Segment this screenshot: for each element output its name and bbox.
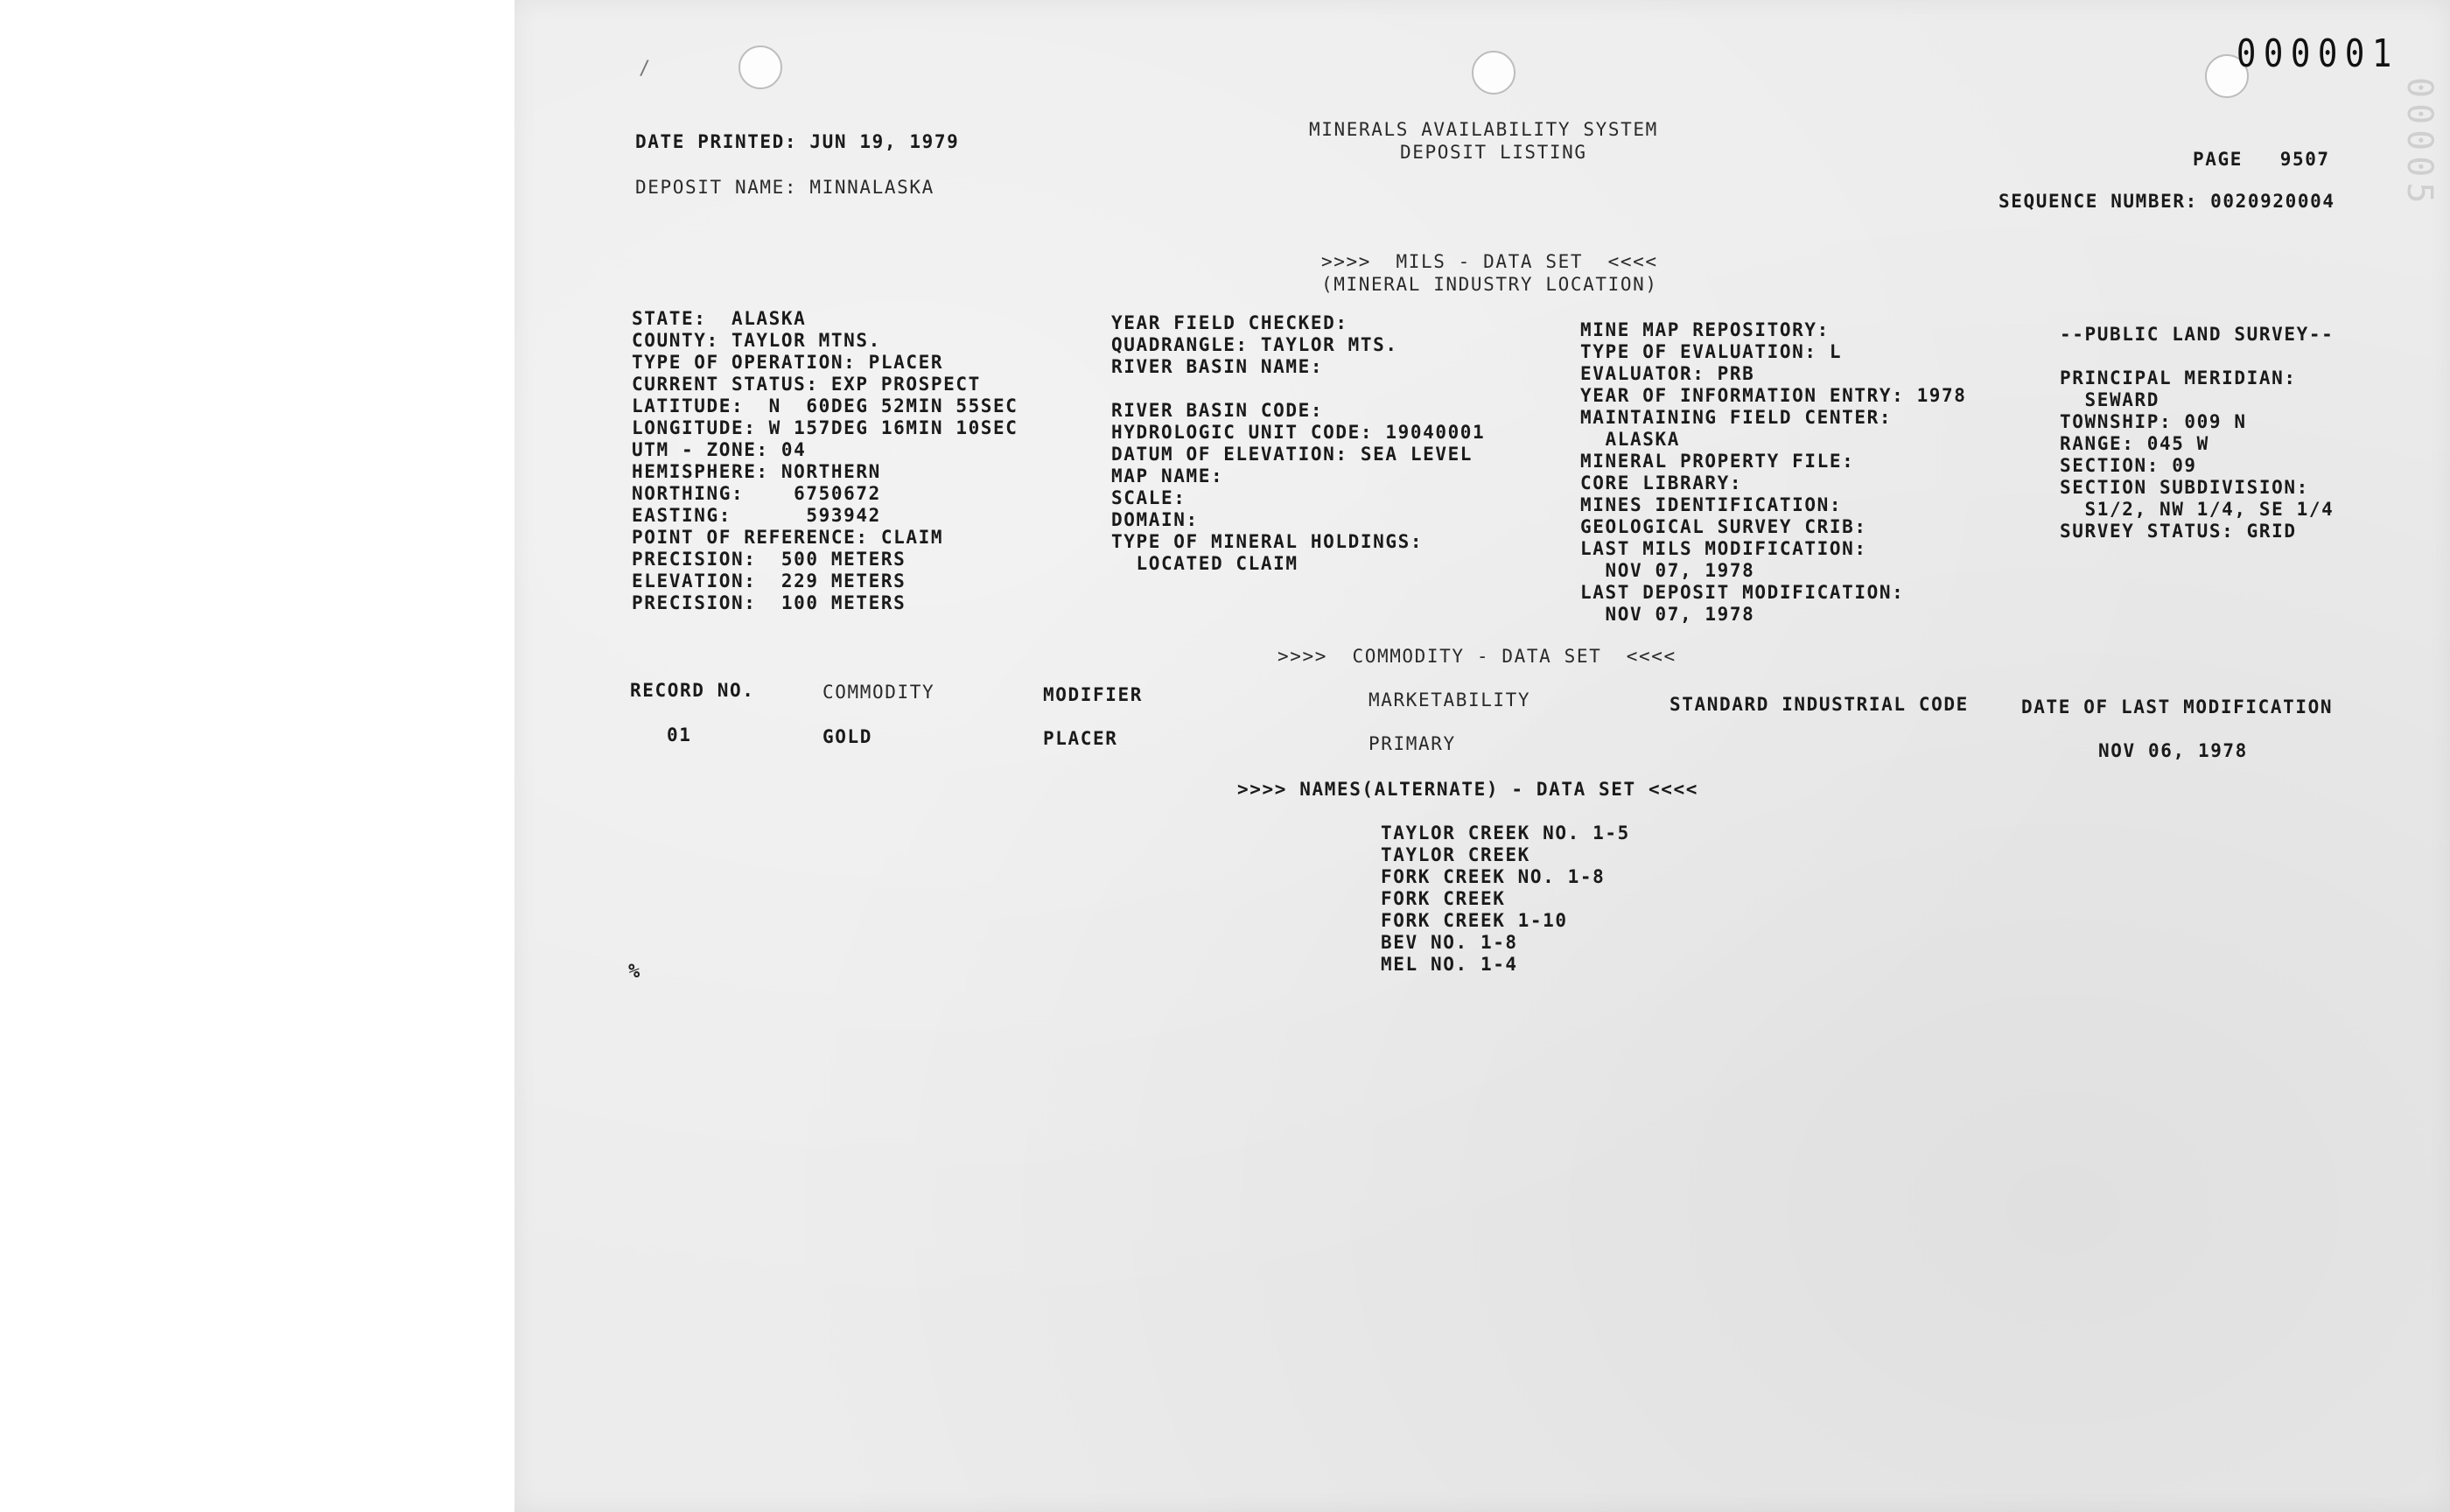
list-item: TAYLOR CREEK: [1381, 844, 1530, 865]
date-printed: DATE PRINTED: JUN 19, 1979: [635, 131, 960, 152]
field-line: GEOLOGICAL SURVEY CRIB:: [1580, 516, 1867, 537]
deposit-name: DEPOSIT NAME: MINNALASKA: [635, 177, 934, 198]
marketability-cell: PRIMARY: [1368, 733, 1456, 754]
field-line: CORE LIBRARY:: [1580, 472, 1743, 494]
field-line: COUNTY: TAYLOR MTNS.: [632, 330, 881, 351]
field-line: LATITUDE: N 60DEG 52MIN 55SEC: [632, 396, 1018, 416]
list-item: TAYLOR CREEK NO. 1-5: [1381, 822, 1630, 844]
field-line: LAST MILS MODIFICATION:: [1580, 538, 1867, 559]
field-line: QUADRANGLE: TAYLOR MTS.: [1111, 334, 1398, 355]
field-line: DATUM OF ELEVATION: SEA LEVEL: [1111, 444, 1474, 465]
field-line: TYPE OF MINERAL HOLDINGS:: [1111, 531, 1424, 552]
field-line: ALASKA: [1580, 429, 1680, 450]
field-line: PRECISION: 100 METERS: [632, 592, 906, 613]
alternate-names-list: [1381, 822, 1630, 976]
listing-title: DEPOSIT LISTING: [1400, 142, 1587, 163]
document-sheet: [514, 0, 2450, 1512]
modifier-cell: PLACER: [1043, 728, 1118, 749]
field-line: MAP NAME:: [1111, 466, 1224, 486]
list-item: FORK CREEK NO. 1-8: [1381, 866, 1606, 887]
field-line: CURRENT STATUS: EXP PROSPECT: [632, 374, 981, 395]
field-line: RIVER BASIN NAME:: [1111, 356, 1324, 377]
field-line: LONGITUDE: W 157DEG 16MIN 10SEC: [632, 417, 1018, 438]
list-item: BEV NO. 1-8: [1381, 932, 1518, 953]
stray-mark-bottom: %: [628, 961, 640, 983]
field-line: LAST DEPOSIT MODIFICATION:: [1580, 582, 1905, 603]
field-line: POINT OF REFERENCE: CLAIM: [632, 527, 944, 548]
field-line: NORTHING: 6750672: [632, 483, 881, 504]
field-line: TOWNSHIP: 009 N: [2060, 411, 2247, 432]
edge-stamp: 00005: [2399, 77, 2440, 209]
field-line: UTM - ZONE: 04: [632, 439, 807, 460]
field-line: MINES IDENTIFICATION:: [1580, 494, 1843, 515]
col-header-last-modification: DATE OF LAST MODIFICATION: [2021, 696, 2334, 718]
list-item: FORK CREEK: [1381, 888, 1506, 909]
field-line: --PUBLIC LAND SURVEY--: [2060, 324, 2334, 345]
commodity-cell: GOLD: [822, 726, 872, 747]
commodity-heading: >>>> COMMODITY - DATA SET <<<<: [1278, 646, 1676, 667]
sequence-number: SEQUENCE NUMBER: 0020920004: [1998, 191, 2335, 212]
col-header-modifier: MODIFIER: [1043, 684, 1143, 705]
mils-repository-column: [1580, 319, 1967, 626]
mils-subheading: (MINERAL INDUSTRY LOCATION): [1321, 274, 1658, 295]
field-line: TYPE OF EVALUATION: L: [1580, 341, 1843, 362]
punch-hole-left: [738, 46, 782, 89]
public-land-survey-column: [2060, 324, 2334, 542]
system-title: MINERALS AVAILABILITY SYSTEM: [1309, 119, 1658, 140]
field-line: PRECISION: 500 METERS: [632, 549, 906, 570]
field-line: LOCATED CLAIM: [1111, 553, 1298, 574]
field-line: RANGE: 045 W: [2060, 433, 2209, 454]
field-line: MAINTAINING FIELD CENTER:: [1580, 407, 1893, 428]
field-line: STATE: ALASKA: [632, 308, 807, 329]
col-header-commodity: COMMODITY: [822, 682, 935, 703]
field-line: [2060, 346, 2334, 368]
field-line: HYDROLOGIC UNIT CODE: 19040001: [1111, 422, 1486, 443]
record-no-cell: 01: [667, 724, 692, 746]
field-line: EVALUATOR: PRB: [1580, 363, 1755, 384]
field-line: S1/2, NW 1/4, SE 1/4: [2060, 499, 2334, 520]
mils-heading: >>>> MILS - DATA SET <<<<: [1321, 251, 1658, 272]
field-line: RIVER BASIN CODE:: [1111, 400, 1324, 421]
field-line: ELEVATION: 229 METERS: [632, 570, 906, 592]
field-line: NOV 07, 1978: [1580, 604, 1755, 625]
field-line: PRINCIPAL MERIDIAN:: [2060, 368, 2297, 388]
stray-mark: /: [639, 58, 651, 80]
field-line: SURVEY STATUS: GRID: [2060, 521, 2297, 542]
list-item: MEL NO. 1-4: [1381, 954, 1518, 975]
field-line: SECTION SUBDIVISION:: [2060, 477, 2309, 498]
field-line: SECTION: 09: [2060, 455, 2197, 476]
field-line: EASTING: 593942: [632, 505, 881, 526]
names-heading: >>>> NAMES(ALTERNATE) - DATA SET <<<<: [1237, 779, 1698, 800]
field-line: YEAR FIELD CHECKED:: [1111, 312, 1348, 333]
field-line: NOV 07, 1978: [1580, 560, 1755, 581]
field-line: [1111, 378, 1485, 400]
field-line: SEWARD: [2060, 389, 2160, 410]
last-modification-cell: NOV 06, 1978: [2098, 740, 2248, 761]
mils-hydrology-column: [1111, 312, 1485, 575]
col-header-marketability: MARKETABILITY: [1368, 690, 1531, 710]
field-line: SCALE:: [1111, 487, 1186, 508]
stamp-number: 000001: [2236, 32, 2399, 76]
col-header-record-no: RECORD NO.: [630, 680, 755, 701]
field-line: HEMISPHERE: NORTHERN: [632, 461, 881, 482]
field-line: DOMAIN:: [1111, 509, 1199, 530]
field-line: YEAR OF INFORMATION ENTRY: 1978: [1580, 385, 1967, 406]
field-line: MINERAL PROPERTY FILE:: [1580, 451, 1855, 472]
field-line: MINE MAP REPOSITORY:: [1580, 319, 1830, 340]
page-number: PAGE 9507: [2193, 149, 2330, 170]
mils-location-column: [632, 308, 1018, 614]
punch-hole-center: [1472, 51, 1516, 94]
col-header-sic: STANDARD INDUSTRIAL CODE: [1670, 694, 1969, 715]
list-item: FORK CREEK 1-10: [1381, 910, 1568, 931]
field-line: TYPE OF OPERATION: PLACER: [632, 352, 944, 373]
